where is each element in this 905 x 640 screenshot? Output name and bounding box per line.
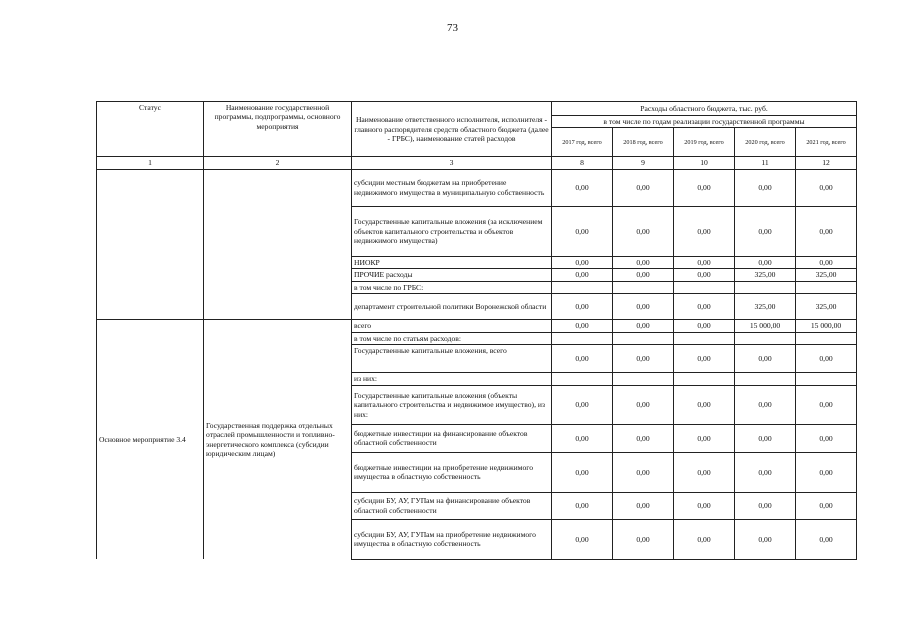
value-2021: 0,00 (796, 256, 857, 268)
row-label: субсидии БУ, АУ, ГУПам на приобретение недвижимого имущества в областную собственность (352, 519, 552, 559)
value-2021: 0,00 (796, 519, 857, 559)
value-2019: 0,00 (674, 256, 735, 268)
value-2017 (552, 373, 613, 385)
value-2020: 0,00 (735, 256, 796, 268)
value-2020: 15 000,00 (735, 320, 796, 332)
value-2021 (796, 373, 857, 385)
value-2020: 0,00 (735, 169, 796, 206)
value-2019: 0,00 (674, 424, 735, 452)
header-year-2017: 2017 год, всего (552, 128, 613, 157)
program-cell: Государственная поддержка отдельных отраслей промышленности и топливно-энергетического комплекса (субсидии юридическим лицам) (204, 320, 352, 559)
page-number: 73 (447, 22, 458, 34)
value-2020: 0,00 (735, 492, 796, 519)
row-label: департамент строительной политики Воронежской области (352, 294, 552, 320)
value-2019 (674, 373, 735, 385)
value-2018: 0,00 (613, 269, 674, 281)
value-2017: 0,00 (552, 492, 613, 519)
value-2020 (735, 281, 796, 293)
value-2020: 325,00 (735, 294, 796, 320)
header-executor: Наименование ответственного исполнителя, исполнителя - главного распорядителя средств областного бюджета (далее - ГРБС), наименование статей расходов (352, 102, 552, 157)
header-year-2020: 2020 год, всего (735, 128, 796, 157)
value-2018 (613, 373, 674, 385)
column-number: 2 (204, 157, 352, 169)
value-2019: 0,00 (674, 345, 735, 373)
value-2018 (613, 281, 674, 293)
row-label: бюджетные инвестиции на финансирование объектов областной собственности (352, 424, 552, 452)
value-2019: 0,00 (674, 206, 735, 256)
column-number: 3 (352, 157, 552, 169)
value-2019: 0,00 (674, 519, 735, 559)
value-2021: 15 000,00 (796, 320, 857, 332)
value-2019: 0,00 (674, 320, 735, 332)
value-2017: 0,00 (552, 269, 613, 281)
table-row (97, 169, 857, 206)
value-2021: 0,00 (796, 452, 857, 492)
column-number: 8 (552, 157, 613, 169)
value-2017: 0,00 (552, 320, 613, 332)
value-2017: 0,00 (552, 345, 613, 373)
value-2018 (613, 332, 674, 344)
row-label: Государственные капитальные вложения, всего (352, 345, 552, 373)
status-cell-empty (97, 169, 204, 319)
program-cell-empty (204, 169, 352, 319)
value-2020 (735, 332, 796, 344)
value-2021 (796, 332, 857, 344)
row-label: субсидии БУ, АУ, ГУПам на финансирование объектов областной собственности (352, 492, 552, 519)
value-2019: 0,00 (674, 492, 735, 519)
value-2021 (796, 281, 857, 293)
value-2018: 0,00 (613, 169, 674, 206)
value-2019: 0,00 (674, 269, 735, 281)
value-2018: 0,00 (613, 256, 674, 268)
row-label: Государственные капитальные вложения (объекты капитального строительства и недвижимое имущество), из них: (352, 385, 552, 424)
column-number: 9 (613, 157, 674, 169)
value-2020: 0,00 (735, 345, 796, 373)
value-2019 (674, 281, 735, 293)
value-2021: 0,00 (796, 385, 857, 424)
value-2017: 0,00 (552, 169, 613, 206)
value-2021: 325,00 (796, 269, 857, 281)
value-2019: 0,00 (674, 452, 735, 492)
row-label: из них: (352, 373, 552, 385)
value-2018: 0,00 (613, 294, 674, 320)
value-2019: 0,00 (674, 169, 735, 206)
value-2017 (552, 332, 613, 344)
row-label: ПРОЧИЕ расходы (352, 269, 552, 281)
value-2021: 0,00 (796, 492, 857, 519)
value-2018: 0,00 (613, 424, 674, 452)
header-expenses: Расходы областного бюджета, тыс. руб. (552, 102, 857, 116)
column-number: 1 (97, 157, 204, 169)
value-2017 (552, 281, 613, 293)
row-label: в том числе по статьям расходов: (352, 332, 552, 344)
header-year-2021: 2021 год, всего (796, 128, 857, 157)
budget-table (96, 101, 857, 560)
value-2019: 0,00 (674, 294, 735, 320)
column-number: 10 (674, 157, 735, 169)
value-2020 (735, 373, 796, 385)
value-2018: 0,00 (613, 320, 674, 332)
table-row (97, 320, 857, 332)
header-status: Статус (97, 102, 204, 157)
value-2017: 0,00 (552, 256, 613, 268)
value-2018: 0,00 (613, 385, 674, 424)
value-2017: 0,00 (552, 294, 613, 320)
header-year-2019: 2019 год, всего (674, 128, 735, 157)
value-2018: 0,00 (613, 345, 674, 373)
value-2021: 325,00 (796, 294, 857, 320)
row-label: НИОКР (352, 256, 552, 268)
value-2019 (674, 332, 735, 344)
value-2017: 0,00 (552, 452, 613, 492)
value-2021: 0,00 (796, 424, 857, 452)
value-2017: 0,00 (552, 385, 613, 424)
value-2020: 0,00 (735, 206, 796, 256)
row-label: всего (352, 320, 552, 332)
row-label: Государственные капитальные вложения (за исключением объектов капитального строительства и объектов недвижимого имущества) (352, 206, 552, 256)
value-2020: 325,00 (735, 269, 796, 281)
header-by-year: в том числе по годам реализации государственной программы (552, 116, 857, 128)
value-2017: 0,00 (552, 519, 613, 559)
value-2018: 0,00 (613, 519, 674, 559)
value-2018: 0,00 (613, 452, 674, 492)
value-2018: 0,00 (613, 206, 674, 256)
header-year-2018: 2018 год, всего (613, 128, 674, 157)
column-number: 11 (735, 157, 796, 169)
value-2020: 0,00 (735, 452, 796, 492)
value-2017: 0,00 (552, 206, 613, 256)
row-label: бюджетные инвестиции на приобретение недвижимого имущества в областную собственность (352, 452, 552, 492)
header-program-name: Наименование государственной программы, подпрограммы, основного мероприятия (204, 102, 352, 157)
column-number-row (97, 157, 857, 169)
value-2020: 0,00 (735, 519, 796, 559)
value-2021: 0,00 (796, 345, 857, 373)
column-number: 12 (796, 157, 857, 169)
status-cell: Основное мероприятие 3.4 (97, 320, 204, 559)
value-2020: 0,00 (735, 385, 796, 424)
value-2017: 0,00 (552, 424, 613, 452)
value-2020: 0,00 (735, 424, 796, 452)
value-2019: 0,00 (674, 385, 735, 424)
value-2021: 0,00 (796, 169, 857, 206)
row-label: субсидии местным бюджетам на приобретение недвижимого имущества в муниципальную собственность (352, 169, 552, 206)
value-2021: 0,00 (796, 206, 857, 256)
row-label: в том числе по ГРБС: (352, 281, 552, 293)
value-2018: 0,00 (613, 492, 674, 519)
